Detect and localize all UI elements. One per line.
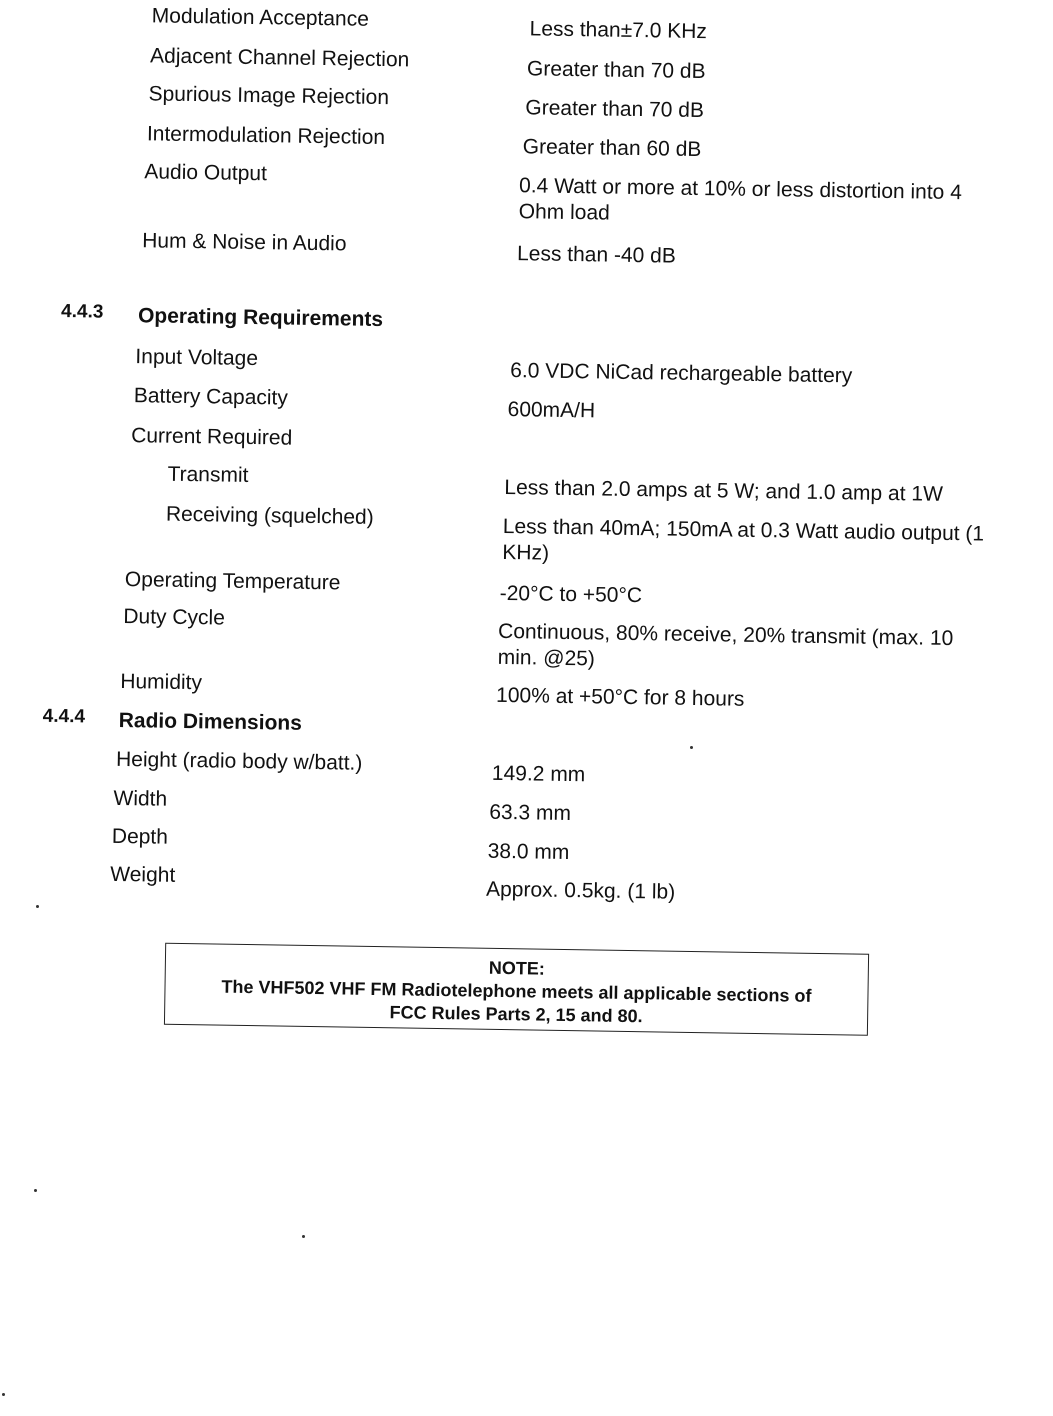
spec-label: Operating Temperature bbox=[124, 568, 341, 595]
spec-label: Audio Output bbox=[144, 160, 268, 186]
spec-value: 63.3 mm bbox=[489, 800, 572, 826]
spec-label: Height (radio body w/batt.) bbox=[115, 747, 363, 775]
spec-value: 0.4 Watt or more at 10% or less distortion into 4 Ohm load bbox=[518, 174, 963, 225]
spec-value: Greater than 70 dB bbox=[526, 57, 706, 84]
spec-value: 600mA/H bbox=[507, 398, 596, 423]
spec-value: Less than 40mA; 150mA at 0.3 Watt audio output (1 KHz) bbox=[502, 514, 985, 565]
spec-label: Intermodulation Rejection bbox=[146, 122, 386, 150]
note-heading: NOTE: bbox=[488, 957, 546, 979]
spec-label: Depth bbox=[111, 824, 169, 849]
spec-value: Less than -40 dB bbox=[516, 242, 677, 268]
scan-speck bbox=[302, 1235, 305, 1238]
section-number: 4.4.3 bbox=[60, 300, 104, 323]
note-line: The VHF502 VHF FM Radiotelephone meets all applicable sections of bbox=[221, 976, 812, 1006]
note-box bbox=[164, 943, 869, 1036]
spec-label: Current Required bbox=[130, 424, 293, 450]
spec-label: Duty Cycle bbox=[123, 605, 226, 630]
scan-speck bbox=[36, 905, 39, 908]
section-title: Radio Dimensions bbox=[118, 708, 303, 735]
spec-label: Input Voltage bbox=[135, 345, 259, 371]
spec-value: Continuous, 80% receive, 20% transmit (max. 10 min. @25) bbox=[497, 619, 954, 671]
scan-speck bbox=[2, 1393, 5, 1396]
spec-value: Less than 2.0 amps at 5 W; and 1.0 amp at 1W bbox=[504, 475, 944, 506]
spec-value: Approx. 0.5kg. (1 lb) bbox=[485, 877, 676, 904]
spec-label: Battery Capacity bbox=[133, 384, 289, 410]
spec-value: 100% at +50°C for 8 hours bbox=[495, 683, 745, 711]
spec-label: Spurious Image Rejection bbox=[148, 82, 390, 110]
scan-speck bbox=[34, 1189, 37, 1192]
spec-label: Width bbox=[113, 786, 168, 811]
section-number: 4.4.4 bbox=[42, 705, 86, 728]
spec-label: Modulation Acceptance bbox=[151, 4, 370, 31]
spec-value: 6.0 VDC NiCad rechargeable battery bbox=[510, 359, 853, 388]
spec-label: Humidity bbox=[120, 669, 203, 695]
spec-value: Less than±7.0 KHz bbox=[529, 17, 708, 44]
spec-value: Greater than 60 dB bbox=[522, 135, 702, 162]
section-title: Operating Requirements bbox=[137, 304, 384, 332]
spec-value: Greater than 70 dB bbox=[525, 96, 705, 123]
spec-value: 149.2 mm bbox=[491, 761, 586, 787]
spec-value: 38.0 mm bbox=[487, 839, 570, 865]
spec-value: -20°C to +50°C bbox=[499, 581, 643, 608]
spec-label: Weight bbox=[110, 862, 176, 887]
spec-label: Hum & Noise in Audio bbox=[142, 229, 347, 256]
note-line: FCC Rules Parts 2, 15 and 80. bbox=[389, 1002, 643, 1027]
scan-speck bbox=[690, 746, 693, 749]
spec-sublabel: Receiving (squelched) bbox=[165, 502, 374, 529]
spec-sublabel: Transmit bbox=[167, 462, 249, 487]
spec-label: Adjacent Channel Rejection bbox=[149, 44, 410, 72]
